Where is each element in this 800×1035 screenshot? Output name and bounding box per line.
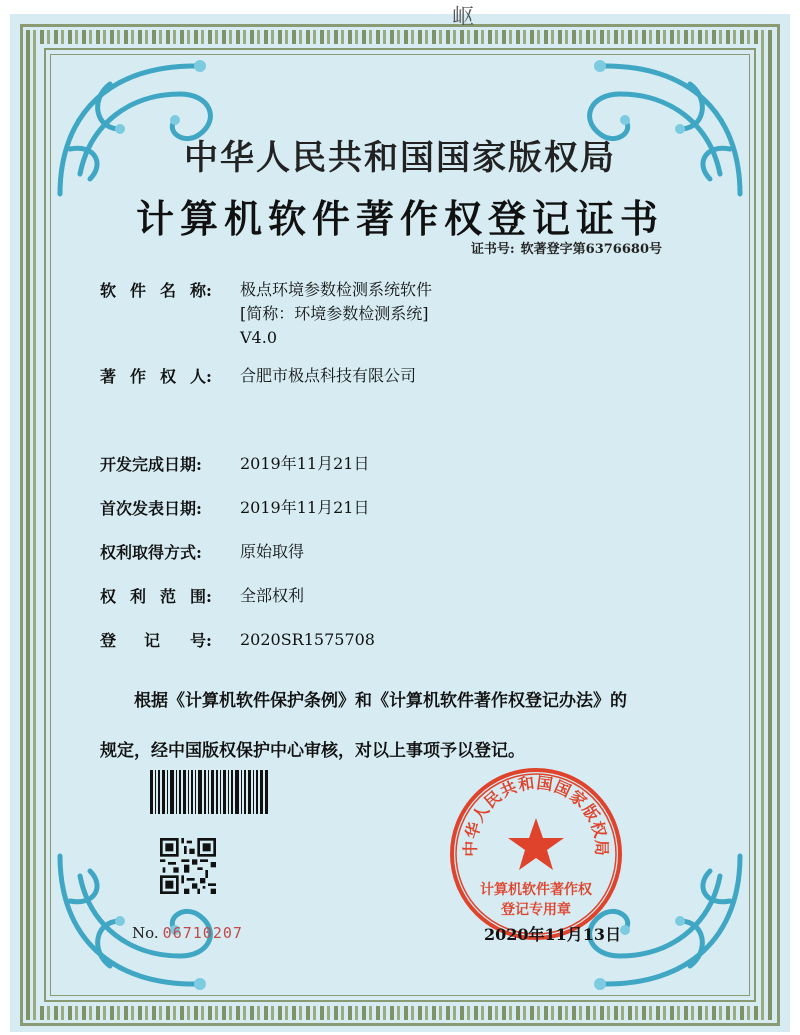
corner-ornament-top-left bbox=[50, 54, 240, 204]
issue-date: 2020年11月13日 bbox=[484, 925, 622, 944]
rights-scope-label: 权 利 范 围: bbox=[100, 587, 212, 606]
software-name-line: [简称：环境参数检测系统] bbox=[240, 304, 429, 323]
software-name-value bbox=[240, 278, 432, 350]
serial-number bbox=[132, 924, 243, 942]
software-name-line: 极点环境参数检测系统软件 bbox=[240, 280, 433, 299]
copyright-owner-value: 合肥市极点科技有限公司 bbox=[240, 366, 417, 385]
issuer-title: 中华人民共和国国家版权局 bbox=[184, 138, 616, 178]
rights-scope-value: 全部权利 bbox=[240, 586, 305, 605]
seal-line-2: 登记专用章 bbox=[501, 902, 571, 918]
completion-date-value: 2019年11月21日 bbox=[240, 454, 370, 473]
field-acquisition-method bbox=[100, 540, 304, 564]
star-icon bbox=[508, 818, 564, 870]
handwritten-mark: 岖 bbox=[452, 5, 475, 30]
field-completion-date bbox=[100, 452, 369, 476]
first-publication-date-label: 首次发表日期: bbox=[100, 499, 202, 518]
acquisition-method-value: 原始取得 bbox=[240, 542, 305, 561]
barcode bbox=[150, 770, 268, 814]
field-first-publication-date bbox=[100, 496, 369, 520]
registration-statement bbox=[100, 676, 700, 776]
certificate-title: 计算机软件著作权登记证书 bbox=[135, 196, 664, 241]
field-software-name bbox=[100, 278, 432, 350]
certificate-number bbox=[465, 238, 662, 257]
acquisition-method-label: 权利取得方式: bbox=[100, 543, 202, 562]
seal-line-1: 计算机软件著作权 bbox=[480, 882, 592, 898]
seal-arc-text: 中华人民共和国国家版权局 bbox=[460, 773, 612, 857]
field-copyright-owner bbox=[100, 364, 416, 388]
first-publication-date-value: 2019年11月21日 bbox=[240, 498, 370, 517]
software-version: V4.0 bbox=[240, 328, 277, 347]
statement-line-1: 根据《计算机软件保护条例》和《计算机软件著作权登记办法》的 bbox=[134, 691, 627, 711]
completion-date-label: 开发完成日期: bbox=[100, 455, 202, 474]
certificate-number-value: 软著登字第6376680号 bbox=[520, 242, 662, 257]
field-rights-scope bbox=[100, 584, 304, 608]
official-seal bbox=[448, 766, 624, 942]
software-name-label: 软 件 名 称: bbox=[100, 281, 212, 300]
copyright-owner-label: 著 作 权 人: bbox=[100, 367, 212, 386]
registration-number-value: 2020SR1575708 bbox=[240, 630, 375, 649]
statement-line-2: 规定，经中国版权保护中心审核，对以上事项予以登记。 bbox=[100, 741, 525, 761]
registration-number-label: 登 记 号: bbox=[100, 631, 212, 650]
qr-code bbox=[160, 838, 216, 894]
corner-ornament-top-right bbox=[560, 54, 750, 204]
certificate-number-label: 证书号: bbox=[470, 242, 515, 257]
serial-number-value: 06710207 bbox=[162, 924, 243, 942]
serial-number-prefix: No. bbox=[132, 924, 159, 942]
field-registration-number bbox=[100, 628, 375, 652]
